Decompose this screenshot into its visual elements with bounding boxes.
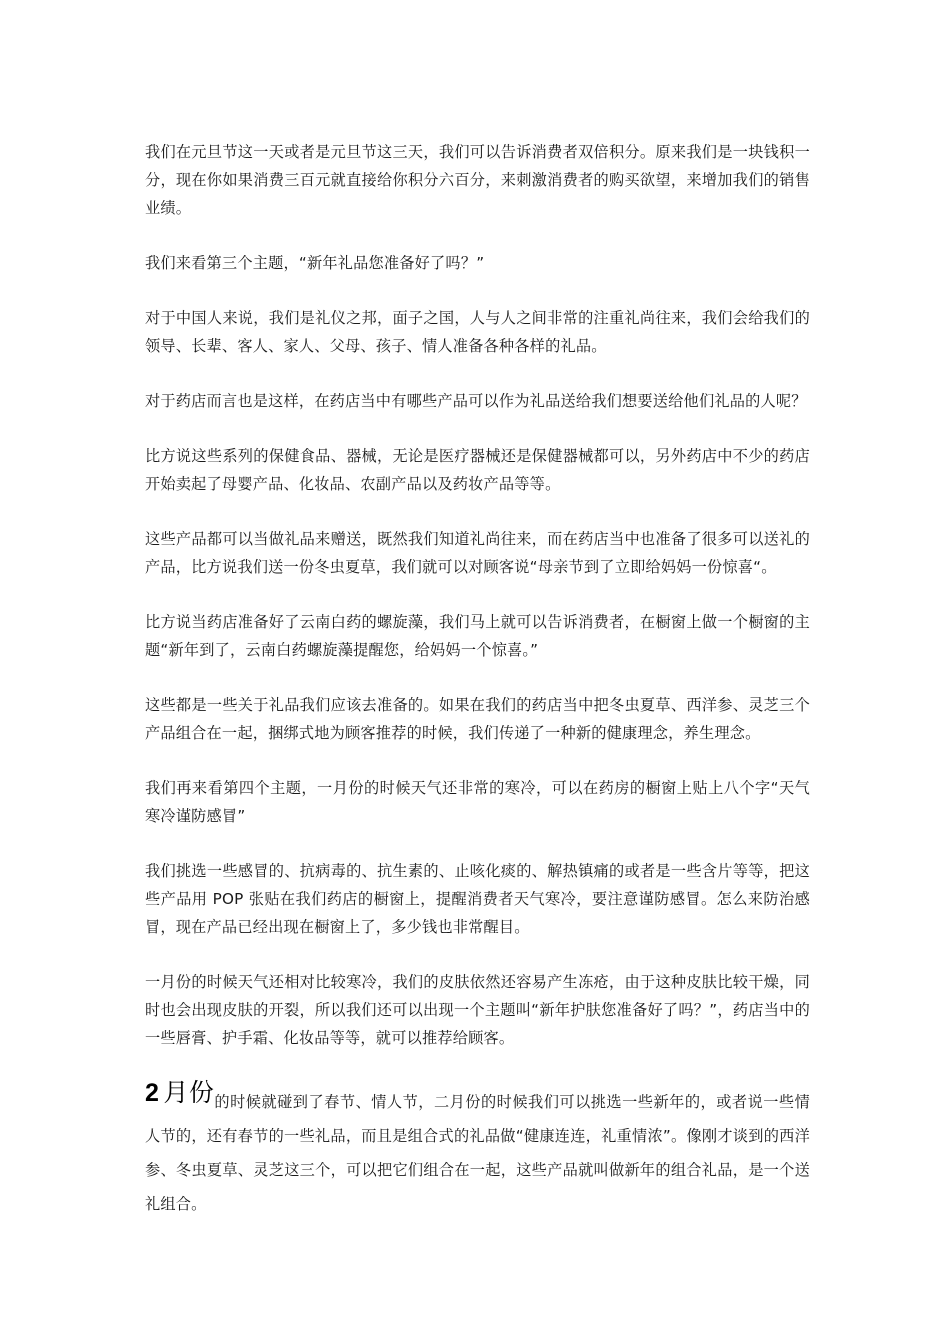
paragraph-8: 这些都是一些关于礼品我们应该去准备的。如果在我们的药店当中把冬虫夏草、西洋参、灵芝三个产品组合在一起，捆绑式地为顾客推荐的时候，我们传递了一种新的健康理念，养生理念。 bbox=[145, 696, 810, 742]
paragraph-11: 一月份的时候天气还相对比较寒冷，我们的皮肤依然还容易产生冻疮，由于这种皮肤比较干燥，同时也会出现皮肤的开裂，所以我们还可以出现一个主题叫“新年护肤您准备好了吗？”，药店当中的一些唇膏、护手霜、化妆品等等，就可以推荐给顾客。 bbox=[145, 973, 810, 1047]
paragraph-2: 我们来看第三个主题，“新年礼品您准备好了吗？” bbox=[145, 254, 485, 272]
paragraph-5: 比方说这些系列的保健食品、器械，无论是医疗器械还是保健器械都可以，另外药店中不少的药店开始卖起了母婴产品、化妆品、农副产品以及药妆产品等等。 bbox=[145, 447, 810, 493]
month-word: 月份 bbox=[163, 1078, 215, 1107]
paragraph-7: 比方说当药店准备好了云南白药的螺旋藻，我们马上就可以告诉消费者，在橱窗上做一个橱窗的主题“新年到了，云南白药螺旋藻提醒您，给妈妈一个惊喜。” bbox=[145, 613, 810, 659]
paragraph-3: 对于中国人来说，我们是礼仪之邦，面子之国，人与人之间非常的注重礼尚往来，我们会给我们的领导、长辈、客人、家人、父母、孩子、情人准备各种各样的礼品。 bbox=[145, 309, 810, 355]
paragraph-9: 我们再来看第四个主题，一月份的时候天气还非常的寒冷，可以在药房的橱窗上贴上八个字“天气寒冷谨防感冒” bbox=[145, 779, 810, 825]
paragraph-6: 这些产品都可以当做礼品来赠送，既然我们知道礼尚往来，而在药店当中也准备了很多可以送礼的产品，比方说我们送一份冬虫夏草，我们就可以对顾客说“母亲节到了立即给妈妈一份惊喜“。 bbox=[145, 530, 810, 576]
month-paragraph-text: 的时候就碰到了春节、情人节，二月份的时候我们可以挑选一些新年的，或者说一些情人节的，还有春节的一些礼品，而且是组合式的礼品做“健康连连，礼重情浓”。像刚才谈到的西洋参、冬虫夏草、灵芝这三个，可以把它们组合在一起，这些产品就叫做新年的组合礼品，是一个送礼组合。 bbox=[145, 1093, 810, 1213]
paragraph-10: 我们挑选一些感冒的、抗病毒的、抗生素的、止咳化痰的、解热镇痛的或者是一些含片等等，把这些产品用 POP 张贴在我们药店的橱窗上，提醒消费者天气寒冷，要注意谨防感冒。怎么来防治感冒，现在产品已经出现在橱窗上了，多少钱也非常醒目。 bbox=[145, 862, 810, 936]
paragraph-1: 我们在元旦节这一天或者是元旦节这三天，我们可以告诉消费者双倍积分。原来我们是一块钱积一分，现在你如果消费三百元就直接给你积分六百分，来刺激消费者的购买欲望，来增加我们的销售业绩。 bbox=[145, 143, 810, 217]
month-number: 2 bbox=[145, 1079, 160, 1107]
document-body bbox=[145, 138, 810, 1245]
paragraph-4: 对于药店而言也是这样，在药店当中有哪些产品可以作为礼品送给我们想要送给他们礼品的人呢？ bbox=[145, 392, 807, 410]
month-heading-paragraph bbox=[145, 1079, 810, 1218]
